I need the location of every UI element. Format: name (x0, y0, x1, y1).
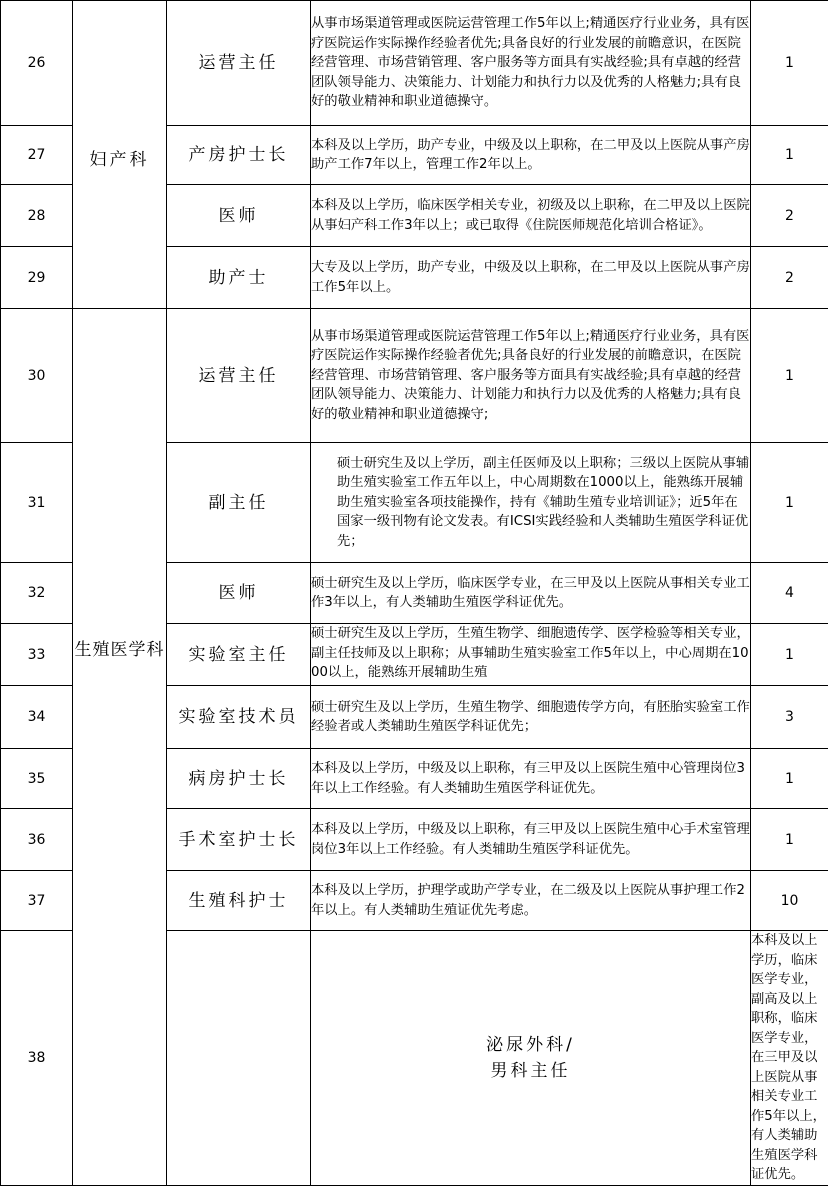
headcount: 3 (751, 686, 828, 749)
row-number: 35 (1, 749, 73, 809)
position-title: 医师 (167, 563, 311, 624)
table-row (1, 1, 828, 126)
headcount: 1 (751, 1, 828, 126)
headcount: 2 (751, 185, 828, 247)
requirement-text: 本科及以上学历，助产专业，中级及以上职称，在二甲及以上医院从事产房助产工作7年以上，管理工作2年以上。 (311, 126, 751, 185)
requirement-text: 本科及以上学历，临床医学相关专业，初级及以上职称，在二甲及以上医院从事妇产科工作3年以上；或已取得《住院医师规范化培训合格证》。 (311, 185, 751, 247)
headcount: 2 (751, 247, 828, 309)
requirement-text: 硕士研究生及以上学历，生殖生物学、细胞遗传学方向，有胚胎实验室工作经验者或人类辅助生殖医学科证优先； (311, 686, 751, 749)
requirement-text: 硕士研究生及以上学历，生殖生物学、细胞遗传学、医学检验等相关专业，副主任技师及以上职称；从事辅助生殖实验室工作5年以上，中心周期在1000以上，能熟练开展辅助生殖 (311, 624, 751, 686)
headcount: 10 (751, 871, 828, 931)
headcount: 1 (751, 443, 828, 563)
position-title (311, 931, 751, 1186)
headcount: 1 (751, 309, 828, 443)
row-number: 31 (1, 443, 73, 563)
row-number: 29 (1, 247, 73, 309)
headcount: 1 (751, 809, 828, 871)
position-title: 生殖科护士 (167, 871, 311, 931)
row-number: 28 (1, 185, 73, 247)
position-title: 产房护士长 (167, 126, 311, 185)
position-title: 医师 (167, 185, 311, 247)
position-title-line2: 男科主任 (311, 1058, 750, 1084)
position-title: 运营主任 (167, 309, 311, 443)
requirement-text: 本科及以上学历，中级及以上职称，有三甲及以上医院生殖中心手术室管理岗位3年以上工作经验。有人类辅助生殖医学科证优先。 (311, 809, 751, 871)
row-number: 32 (1, 563, 73, 624)
position-title: 副主任 (167, 443, 311, 563)
position-title: 助产士 (167, 247, 311, 309)
headcount: 4 (751, 563, 828, 624)
row-number: 30 (1, 309, 73, 443)
headcount: 1 (751, 126, 828, 185)
row-number: 38 (1, 931, 73, 1186)
department-cell: 生殖医学科 (73, 309, 167, 1186)
requirement-text: 本科及以上学历，护理学或助产学专业，在二级及以上医院从事护理工作2年以上。有人类辅助生殖证优先考虑。 (311, 871, 751, 931)
requirement-text: 从事市场渠道管理或医院运营管理工作5年以上;精通医疗行业业务，具有医疗医院运作实际操作经验者优先;具备良好的行业发展的前瞻意识，在医院经营管理、市场营销管理、客户服务等方面具有实战经验;具有卓越的经营团队领导能力、决策能力、计划能力和执行力以及优秀的人格魅力;具有良好的敬业精神和职业道德操守; (311, 309, 751, 443)
position-title: 手术室护士长 (167, 809, 311, 871)
requirement-text: 硕士研究生及以上学历，临床医学专业，在三甲及以上医院从事相关专业工作3年以上，有人类辅助生殖医学科证优先。 (311, 563, 751, 624)
row-number: 34 (1, 686, 73, 749)
requirement-text: 本科及以上学历，临床医学专业，副高及以上职称，临床医学专业，在三甲及以上医院从事相关专业工作5年以上，有人类辅助生殖医学科证优先。 (751, 931, 828, 1186)
position-title: 运营主任 (167, 1, 311, 126)
position-title: 实验室主任 (167, 624, 311, 686)
requirement-text: 大专及以上学历，助产专业，中级及以上职称，在二甲及以上医院从事产房工作5年以上。 (311, 247, 751, 309)
headcount: 1 (751, 749, 828, 809)
requirement-text: 从事市场渠道管理或医院运营管理工作5年以上;精通医疗行业业务，具有医疗医院运作实际操作经验者优先;具备良好的行业发展的前瞻意识，在医院经营管理、市场营销管理、客户服务等方面具有实战经验;具有卓越的经营团队领导能力、决策能力、计划能力和执行力以及优秀的人格魅力;具有良好的敬业精神和职业道德操守。 (311, 1, 751, 126)
department-cell: 妇产科 (73, 1, 167, 309)
table-row (1, 309, 828, 443)
row-number: 36 (1, 809, 73, 871)
requirement-text: 硕士研究生及以上学历，副主任医师及以上职称；三级以上医院从事辅助生殖实验室工作五年以上，中心周期数在1000以上，能熟练开展辅助生殖实验室各项技能操作，持有《辅助生殖专业培训证》；近5年在国家一级刊物有论文发表。有ICSI实践经验和人类辅助生殖医学科证优先； (311, 443, 751, 563)
department-cell-empty (167, 931, 311, 1186)
row-number: 37 (1, 871, 73, 931)
row-number: 27 (1, 126, 73, 185)
row-number: 26 (1, 1, 73, 126)
position-title: 实验室技术员 (167, 686, 311, 749)
requirement-text: 本科及以上学历，中级及以上职称，有三甲及以上医院生殖中心管理岗位3年以上工作经验。有人类辅助生殖医学科证优先。 (311, 749, 751, 809)
row-number: 33 (1, 624, 73, 686)
position-title-line1: 泌尿外科/ (311, 1032, 750, 1058)
position-title: 病房护士长 (167, 749, 311, 809)
headcount: 1 (751, 624, 828, 686)
